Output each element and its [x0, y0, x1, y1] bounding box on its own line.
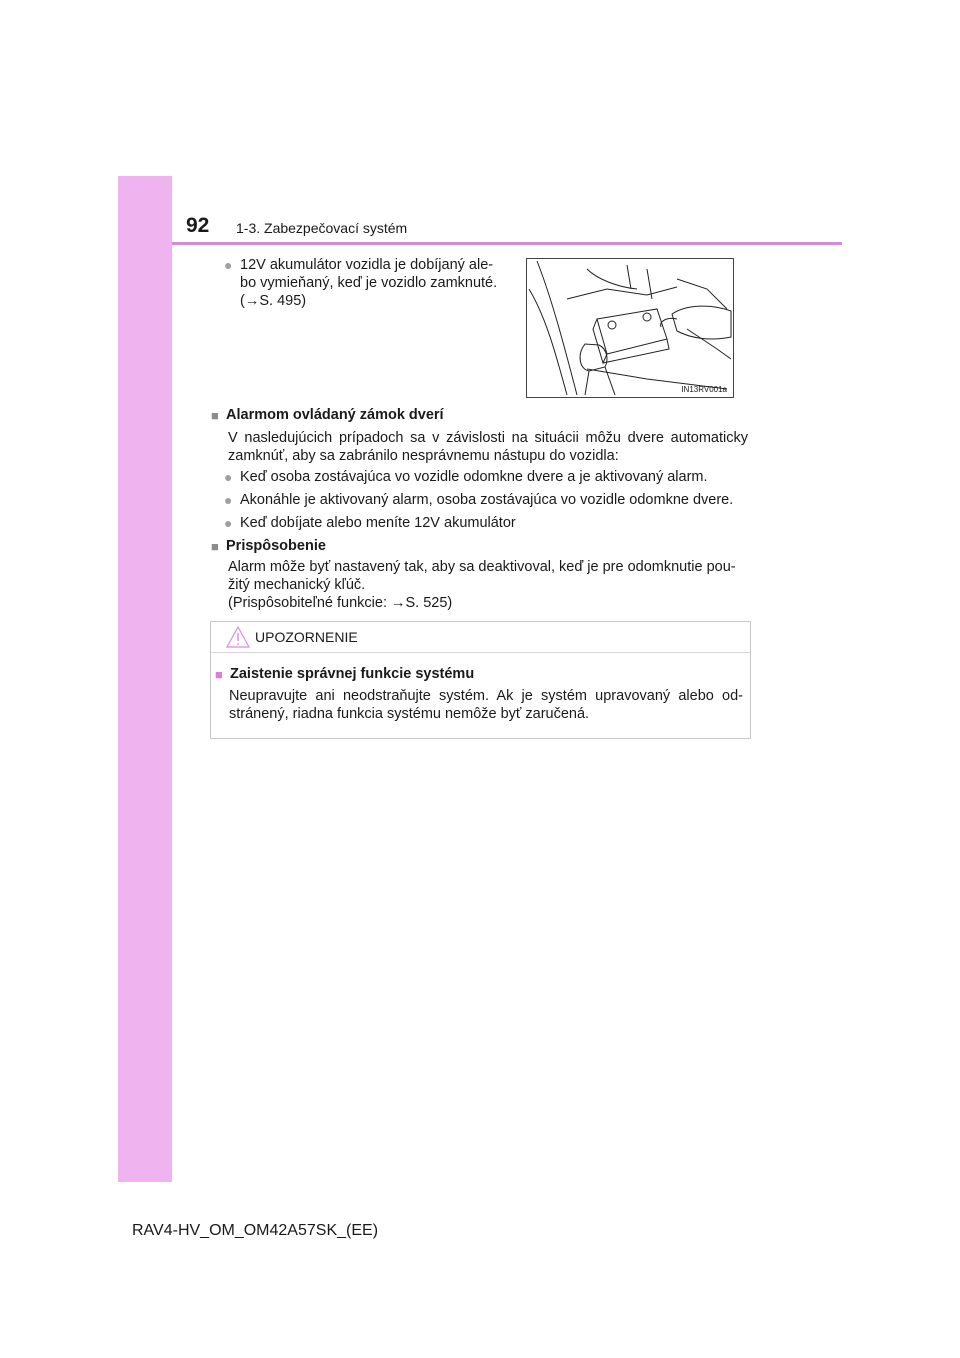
bullet-dot-icon: ● — [224, 492, 233, 508]
warning-box — [210, 621, 751, 739]
warning-subheading: Zaistenie správnej funkcie systému — [230, 666, 475, 682]
list-item-text: Akonáhle je aktivovaný alarm, osoba zostávajúca vo vozidle odomkne dvere. — [240, 492, 734, 508]
section-square-icon: ■ — [211, 539, 219, 554]
bullet-battery-line3 — [240, 292, 506, 310]
arrow-icon: → — [244, 293, 260, 309]
bullet-battery-line2: bo vymieňaný, keď je vozidlo zamknuté. — [240, 275, 498, 291]
footer-doc-code: RAV4-HV_OM_OM42A57SK_(EE) — [132, 1222, 379, 1239]
custom-ref-prefix: (Prispôsobiteľné funkcie: — [228, 595, 392, 611]
bullet-battery-line1: 12V akumulátor vozidla je dobíjaný ale- — [240, 257, 494, 273]
section-title: 1-3. Zabezpečovací systém — [236, 220, 408, 236]
warning-header — [211, 622, 750, 653]
bullet-dot-icon: ● — [224, 515, 233, 531]
warning-title: UPOZORNENIE — [255, 629, 358, 645]
section-custom-body — [228, 558, 748, 612]
battery-drawing — [527, 259, 733, 397]
list-item — [224, 468, 764, 486]
warning-body: Neupravujte ani neodstraňujte systém. Ak je systém upravovaný alebo od-stránený, riadna funkcia systému nemôže byť zaručená. — [229, 688, 743, 722]
list-item-text: Keď osoba zostávajúca vo vozidle odomkne dvere a je aktivovaný alarm. — [240, 469, 708, 485]
page-number: 92 — [186, 214, 210, 237]
warning-triangle-icon — [225, 625, 251, 649]
figure-label: IN13RV001a — [681, 385, 727, 394]
section-custom-line2: žitý mechanický kľúč. — [228, 577, 366, 593]
section-custom-line1: Alarm môže byť nastavený tak, aby sa deaktivoval, keď je pre odomknutie pou- — [228, 559, 736, 575]
section-square-icon: ■ — [211, 408, 219, 423]
section-lock-body: V nasledujúcich prípadoch sa v závislosti na situácii môžu dvere automaticky zamknúť, aby sa zabránilo nesprávnemu nástupu do vozidla: — [228, 430, 748, 464]
bullet-dot-icon: ● — [224, 469, 233, 485]
list-item — [224, 491, 764, 509]
warning-square-icon: ■ — [215, 667, 223, 682]
list-item — [224, 514, 764, 532]
header-rule — [172, 242, 842, 245]
list-item-text: Keď dobíjate alebo meníte 12V akumulátor — [240, 515, 516, 531]
section-custom-heading: Prispôsobenie — [226, 538, 326, 554]
bullet-battery — [224, 256, 506, 310]
arrow-icon: → — [391, 595, 406, 611]
page-ref: S. 525) — [405, 595, 453, 611]
section-lock-heading: Alarmom ovládaný zámok dverí — [226, 407, 444, 423]
paren: ( — [240, 293, 245, 309]
section-custom-line3 — [228, 594, 748, 612]
side-tab — [118, 176, 172, 1182]
page-ref: S. 495) — [259, 293, 307, 309]
bullet-dot-icon: ● — [224, 257, 233, 273]
battery-illustration — [526, 258, 734, 398]
